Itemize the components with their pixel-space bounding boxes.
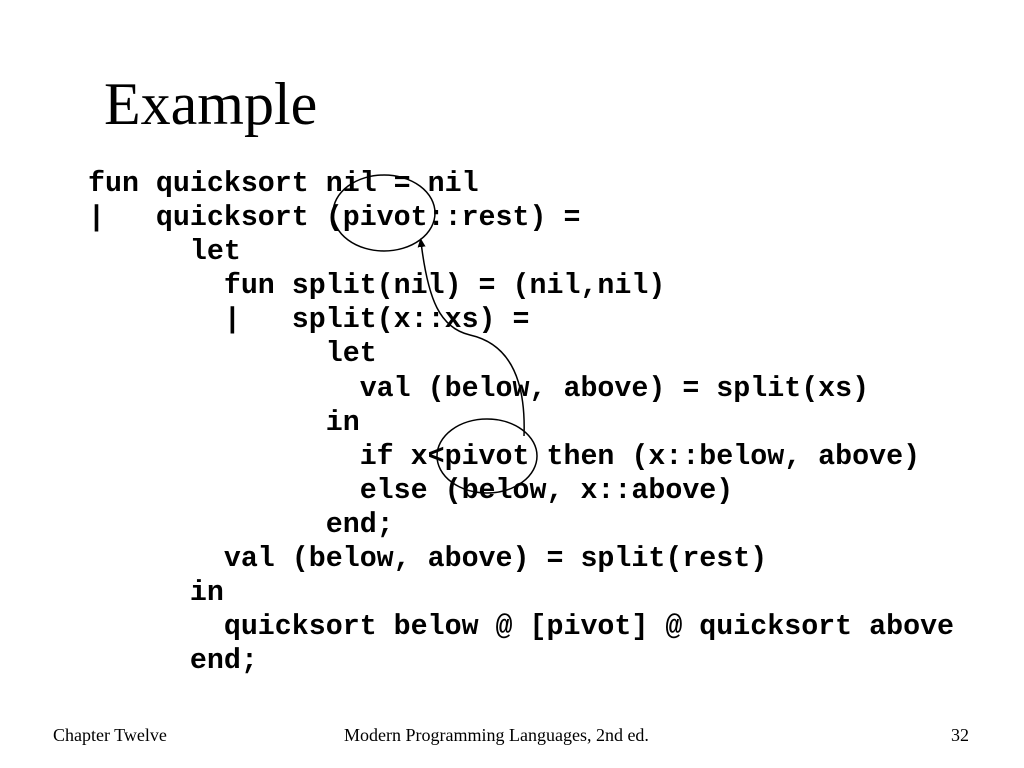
code-line: in xyxy=(88,577,224,610)
slide-title: Example xyxy=(104,71,318,137)
code-line: end; xyxy=(88,645,258,678)
footer-book-title: Modern Programming Languages, 2nd ed. xyxy=(344,725,649,745)
footer-page-number: 32 xyxy=(951,725,969,745)
code-line: in xyxy=(88,406,360,439)
code-line: fun split(nil) = (nil,nil) xyxy=(88,270,666,303)
code-line: let xyxy=(88,338,377,371)
code-line: quicksort below @ [pivot] @ quicksort above xyxy=(88,611,955,644)
code-block xyxy=(88,167,954,678)
code-line: | split(x::xs) = xyxy=(88,304,530,337)
code-line: fun quicksort nil = nil xyxy=(88,168,479,200)
code-line: | quicksort (pivot::rest) = xyxy=(88,202,581,235)
code-line: end; xyxy=(88,508,394,541)
code-line: let xyxy=(88,236,241,269)
code-line: val (below, above) = split(xs) xyxy=(88,372,870,405)
code-line: if x<pivot then (x::below, above) xyxy=(88,440,921,473)
code-line: else (below, x::above) xyxy=(88,474,734,507)
code-line: val (below, above) = split(rest) xyxy=(88,543,768,576)
footer-chapter: Chapter Twelve xyxy=(53,725,167,745)
